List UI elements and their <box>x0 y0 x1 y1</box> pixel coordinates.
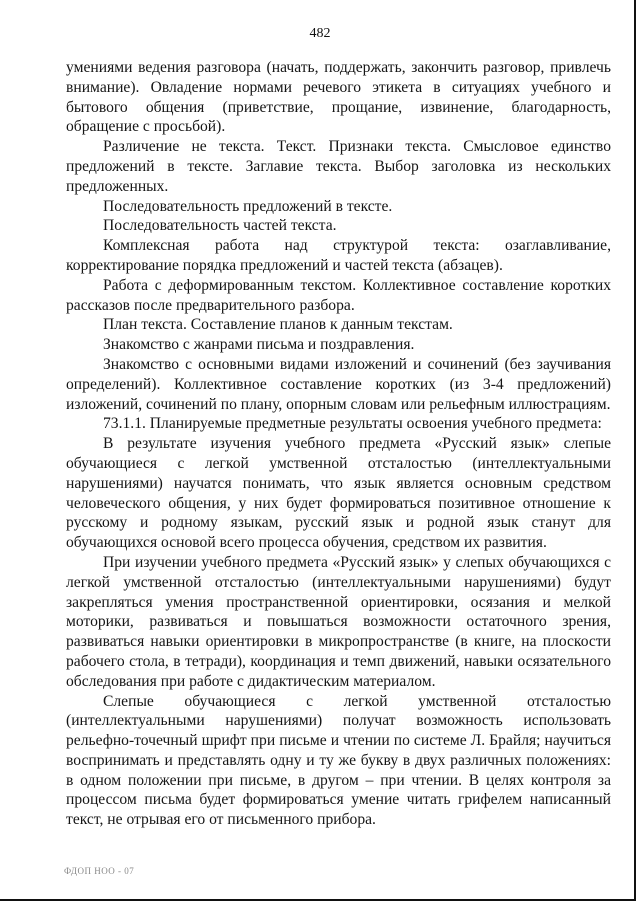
paragraph: Слепые обучающиеся с легкой умственной отсталостью (интеллектуальными нарушениями) получат возможность использовать рельефно-точечный шрифт при письме и чтении по системе Л. Брайля; научиться воспринимать и представлять одну и ту же букву в двух различных положениях: в одном положении при письме, в другом – при чтении. В целях контроля за процессом письма будет формироваться умение читать грифелем написанный текст, не отрывая его от письменного прибора. <box>66 692 611 829</box>
paragraph: Различение не текста. Текст. Признаки текста. Смысловое единство предложений в тексте. Заглавие текста. Выбор заголовка из нескольких предложенных. <box>66 138 611 195</box>
paragraph: При изучении учебного предмета «Русский язык» у слепых обучающихся с легкой умственной отсталостью (интеллектуальными нарушениями) будут закрепляться умения пространственной ориентировки, осязания и мелкой моторики, развиваться и повышаться возможности остаточного зрения, развиваться навыки ориентировки в микропространстве (в книге, на плоскости рабочего стола, в тетради), координация и темп движений, навыки осязательного обследования при работе с дидактическим материалом. <box>66 553 611 690</box>
paragraph: Комплексная работа над структурой текста: озаглавливание, корректирование порядка предложений и частей текста (абзацев). <box>66 237 611 274</box>
paragraph: В результате изучения учебного предмета «Русский язык» слепые обучающиеся с легкой умственной отсталостью (интеллектуальными нарушениями) научатся понимать, что язык является основным средством человеческого общения, у них будет формироваться позитивное отношение к русскому и родному языкам, русский язык и родной язык станут для обучающихся основой всего процесса обучения, средством их развития. <box>66 435 611 552</box>
section-heading: 73.1.1. Планируемые предметные результаты освоения учебного предмета: <box>103 415 602 433</box>
paragraph: Знакомство с основными видами изложений и сочинений (без заучивания определений). Коллективное составление коротких (из 3-4 предложений) изложений, сочинений по плану, опорным словам или рельефным иллюстрациям. <box>66 355 611 413</box>
page-body <box>66 58 611 830</box>
paragraph: умениями ведения разговора (начать, поддержать, закончить разговор, привлечь внимание). Овладение нормами речевого этикета в ситуациях учебного и бытового общения (приветствие, прощание, извинение, благодарность, обращение с просьбой). <box>66 59 611 136</box>
paragraph: Знакомство с жанрами письма и поздравления. <box>103 336 415 354</box>
paragraph: Работа с деформированным текстом. Коллективное составление коротких рассказов после предварительного разбора. <box>66 276 611 314</box>
paragraph: План текста. Составление планов к данным текстам. <box>103 316 453 334</box>
page-number: 482 <box>309 26 331 41</box>
footer-code: ФДОП НОО - 07 <box>64 866 135 876</box>
paragraph: Последовательность предложений в тексте. <box>103 197 393 215</box>
paragraph: Последовательность частей текста. <box>103 217 337 235</box>
